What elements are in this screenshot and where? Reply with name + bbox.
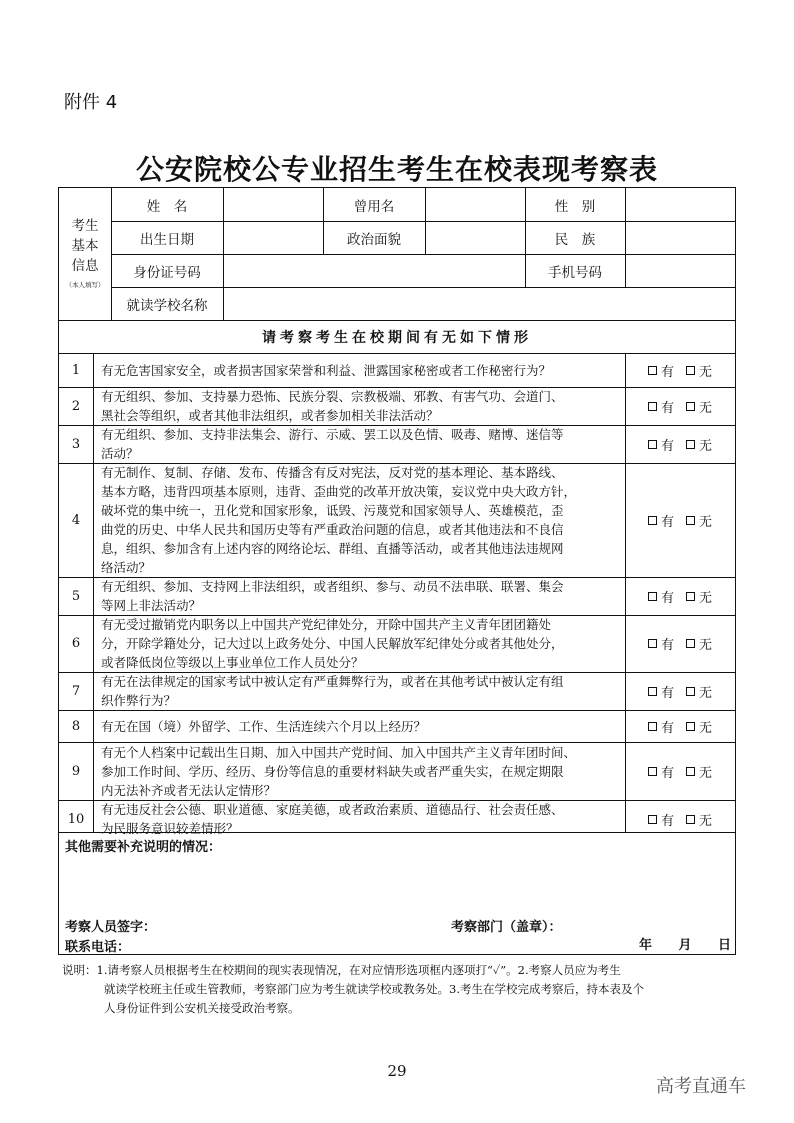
checkbox-icon[interactable] [686, 815, 695, 824]
checkbox-icon[interactable] [686, 767, 695, 776]
question-number: 3 [71, 436, 81, 452]
question-text-line: 为民服务意识较差情形？ [101, 821, 239, 836]
checkbox-icon[interactable] [686, 639, 695, 648]
inspector-signature-label: 考察人员签字： [65, 920, 157, 935]
attachment-label: 附件 4 [64, 92, 118, 113]
question-text-line: 参加工作时间、学历、经历、身份等信息的重要材料缺失或者严重失实，在规定期限 [101, 763, 564, 779]
option-no-checkbox[interactable] [686, 587, 712, 606]
option-yes-checkbox[interactable] [648, 435, 674, 454]
question-text-line: 有无受过撤销党内职务以上中国共产党纪律处分，开除中国共产主义青年团团籍处 [101, 617, 552, 632]
question-text [93, 710, 623, 742]
option-no-label: 无 [699, 400, 713, 416]
question-text [93, 742, 623, 800]
option-no-label: 无 [699, 720, 713, 736]
birth-date-label: 出生日期 [140, 231, 194, 248]
question-text-line: 有无制作、复制、存储、发布、传播含有反对宪法，反对党的基本理论、基本路线、 [101, 465, 564, 480]
option-no-checkbox[interactable] [686, 810, 712, 829]
answer-options [625, 742, 735, 800]
checkbox-icon[interactable] [686, 440, 695, 449]
phone-label: 手机号码 [548, 264, 602, 281]
question-number: 9 [71, 763, 81, 779]
school-name-field[interactable] [223, 287, 735, 320]
note-line: 人身份证件到公安机关接受政治考察。 [104, 1001, 300, 1015]
school-name-label: 就读学校名称 [126, 297, 208, 314]
option-no-label: 无 [699, 638, 713, 653]
option-no-label: 无 [699, 765, 713, 781]
question-text-line: 有无个人档案中记载出生日期、加入中国共产党时间、加入中国共产主义青年团时间、 [101, 744, 577, 760]
answer-options [625, 425, 735, 463]
option-no-label: 无 [699, 514, 713, 530]
ethnicity-field[interactable] [625, 221, 735, 254]
option-yes-checkbox[interactable] [648, 634, 674, 653]
question-text-line: 有无组织、参加、支持暴力恐怖、民族分裂、宗教极端、邪教、有害气功、会道门、 [101, 389, 564, 404]
question-text [93, 615, 623, 672]
checkbox-icon[interactable] [648, 639, 657, 648]
question-text-line: 有无组织、参加、支持网上非法组织，或者组织、参与、动员不法串联、联署、集会 [101, 579, 564, 594]
option-yes-label: 有 [660, 400, 674, 416]
option-no-checkbox[interactable] [686, 762, 712, 781]
id-number-field[interactable] [223, 254, 525, 287]
option-no-checkbox[interactable] [686, 511, 712, 530]
option-yes-checkbox[interactable] [648, 762, 674, 781]
option-no-checkbox[interactable] [686, 435, 712, 454]
checkbox-icon[interactable] [686, 402, 695, 411]
answer-options [625, 577, 735, 615]
answer-options [625, 387, 735, 425]
date-row [639, 934, 731, 953]
question-text-line: 破坏党的集中统一，丑化党和国家形象，诋毁、污蔑党和国家领导人、英雄模范，歪 [101, 503, 564, 518]
question-text [93, 353, 623, 387]
option-yes-checkbox[interactable] [648, 361, 674, 380]
question-text [93, 463, 623, 577]
option-yes-checkbox[interactable] [648, 587, 674, 606]
question-text [93, 425, 623, 463]
department-seal-label: 考察部门（盖章）： [451, 920, 562, 935]
basic-info-section-label: 考生 基本 信息 （本人填写） [59, 188, 111, 320]
option-yes-label: 有 [660, 590, 674, 606]
question-number: 6 [71, 636, 81, 651]
name-field[interactable] [223, 188, 323, 221]
checkbox-icon[interactable] [648, 687, 657, 696]
option-no-label: 无 [699, 685, 713, 701]
option-yes-label: 有 [660, 685, 674, 701]
option-no-checkbox[interactable] [686, 717, 712, 736]
self-fill-note: （本人填写） [65, 281, 105, 289]
question-number: 8 [71, 718, 81, 734]
question-text-line: 曲党的历史、中华人民共和国历史等有严重政治问题的信息，或者其他违法和不良信 [101, 522, 564, 537]
page-number: 29 [387, 1062, 407, 1080]
answer-options [625, 710, 735, 742]
option-no-checkbox[interactable] [686, 634, 712, 653]
option-no-label: 无 [699, 813, 713, 829]
remarks-label: 其他需要补充说明的情况： [65, 840, 222, 855]
question-text-line: 有无组织、参加、支持非法集会、游行、示威、罢工以及色情、吸毒、赌博、迷信等 [101, 427, 564, 442]
checkbox-icon[interactable] [686, 516, 695, 525]
month-label: 月 [678, 938, 692, 953]
checkbox-icon[interactable] [686, 687, 695, 696]
option-no-label: 无 [699, 438, 713, 454]
note-line: 说明：1.请考察人员根据考生在校期间的现实表现情况，在对应情形选项框内逐项打“✓”。2.考察人员应为考生 [62, 963, 621, 977]
question-text-line: 息，组织、参加含有上述内容的网络论坛、群组、直播等活动，或者其他违法违规网 [101, 541, 564, 556]
former-name-field[interactable] [425, 188, 525, 221]
answer-options [625, 353, 735, 387]
name-label: 姓 名 [146, 198, 188, 215]
question-number: 2 [71, 398, 81, 414]
question-text [93, 577, 623, 615]
option-yes-label: 有 [660, 438, 674, 454]
form-notes [62, 961, 730, 1018]
option-yes-label: 有 [660, 813, 674, 829]
checkbox-icon[interactable] [648, 722, 657, 731]
question-number: 5 [71, 588, 81, 604]
option-yes-checkbox[interactable] [648, 810, 674, 829]
question-text-line: 黑社会等组织，或者其他非法组织，或者参加相关非法活动？ [101, 408, 439, 423]
question-text-line: 等网上非法活动？ [101, 598, 202, 613]
option-yes-label: 有 [660, 638, 674, 653]
year-label: 年 [639, 938, 653, 953]
checkbox-icon[interactable] [648, 516, 657, 525]
option-yes-checkbox[interactable] [648, 397, 674, 416]
checkbox-icon[interactable] [648, 402, 657, 411]
question-text-line: 分，开除学籍处分，记大过以上政务处分、中国人民解放军纪律处分或者其他处分， [101, 636, 564, 651]
option-no-label: 无 [699, 590, 713, 606]
option-yes-checkbox[interactable] [648, 717, 674, 736]
question-text [93, 800, 623, 838]
question-text-line: 有无在国（境）外留学、工作、生活连续六个月以上经历？ [101, 718, 427, 734]
question-text-line: 络活动？ [101, 560, 152, 575]
question-text [93, 672, 623, 710]
option-yes-checkbox[interactable] [648, 511, 674, 530]
note-line: 就读学校班主任或生管教师，考察部门应为考生就读学校或教务处。3.考生在学校完成考察后，持本表及个 [104, 982, 644, 996]
option-no-checkbox[interactable] [686, 397, 712, 416]
option-no-label: 无 [699, 364, 713, 380]
checkbox-icon[interactable] [648, 815, 657, 824]
question-text-line: 织作弊行为？ [101, 693, 177, 708]
checkbox-icon[interactable] [648, 366, 657, 375]
contact-phone-label: 联系电话： [65, 940, 131, 955]
ethnicity-label: 民 族 [554, 231, 596, 248]
form-title: 公安院校公专业招生考生在校表现考察表 [135, 153, 658, 186]
id-number-label: 身份证号码 [133, 264, 201, 281]
question-text-line: 有无危害国家安全，或者损害国家荣誉和利益、泄露国家秘密或者工作秘密行为？ [101, 362, 552, 378]
question-number: 1 [71, 362, 81, 378]
phone-field[interactable] [625, 254, 735, 287]
inspection-form [58, 187, 736, 955]
question-text-line: 有无违反社会公德、职业道德、家庭美德，或者政治素质、道德品行、社会责任感、 [101, 802, 564, 817]
question-text-line: 或者降低岗位等级以上事业单位工作人员处分？ [101, 655, 364, 670]
question-text-line: 基本方略，违背四项基本原则，违背、歪曲党的改革开放决策，妄议党中央大政方针， [101, 484, 577, 499]
political-status-field[interactable] [425, 221, 525, 254]
gender-label: 性 别 [554, 198, 596, 215]
checkbox-icon[interactable] [648, 440, 657, 449]
question-number: 7 [71, 683, 81, 699]
option-yes-checkbox[interactable] [648, 682, 674, 701]
question-text-line: 有无在法律规定的国家考试中被认定有严重舞弊行为，或者在其他考试中被认定有组 [101, 674, 564, 689]
question-number: 4 [71, 512, 81, 528]
gender-field[interactable] [625, 188, 735, 221]
checkbox-icon[interactable] [648, 767, 657, 776]
political-status-label: 政治面貌 [347, 231, 401, 248]
watermark-text: 高考直通车 [656, 1076, 746, 1097]
question-text-line: 活动？ [101, 446, 139, 461]
option-yes-label: 有 [660, 720, 674, 736]
question-text [93, 387, 623, 425]
option-yes-label: 有 [660, 514, 674, 530]
answer-options [625, 463, 735, 577]
option-no-checkbox[interactable] [686, 682, 712, 701]
answer-options [625, 615, 735, 672]
situations-banner: 请考察考生在校期间有无如下情形 [262, 329, 532, 346]
option-yes-label: 有 [660, 364, 674, 380]
option-no-checkbox[interactable] [686, 361, 712, 380]
checkbox-icon[interactable] [686, 592, 695, 601]
answer-options [625, 800, 735, 838]
former-name-label: 曾用名 [353, 198, 395, 215]
birth-date-field[interactable] [223, 221, 323, 254]
checkbox-icon[interactable] [648, 592, 657, 601]
question-text-line: 内无法补齐或者无法认定情形？ [101, 782, 277, 798]
checkbox-icon[interactable] [686, 722, 695, 731]
option-yes-label: 有 [660, 765, 674, 781]
day-label: 日 [717, 938, 731, 953]
question-number: 10 [67, 811, 85, 827]
answer-options [625, 672, 735, 710]
checkbox-icon[interactable] [686, 366, 695, 375]
